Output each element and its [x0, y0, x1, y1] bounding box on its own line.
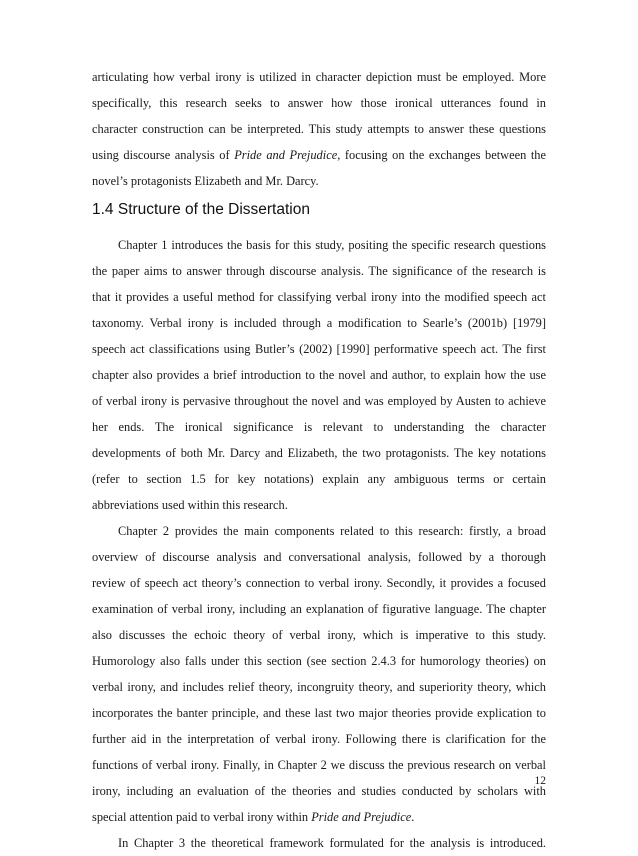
section-1-4-body [92, 232, 546, 856]
paragraph-line: chapter also provides a brief introduction to the novel and author, to explain how the use [92, 368, 546, 382]
paragraph-line: articulating how verbal irony is utilized in character depiction must be employed. More [92, 70, 546, 84]
novel-title: Pride and Prejudice [311, 810, 412, 824]
paragraph-line [92, 804, 546, 830]
novel-title: Pride and Prejudice [234, 148, 338, 162]
paragraph-line: verbal irony, and includes relief theory, incongruity theory, and superiority theory, which [92, 680, 546, 694]
paragraph-line: specifically, this research seeks to answer how those ironical utterances found in [92, 96, 546, 110]
section-1-3-paragraph-end [92, 64, 546, 194]
paragraph-line: the paper aims to answer through discourse analysis. The significance of the research is [92, 264, 546, 278]
paragraph-line: her ends. The ironical significance is relevant to understanding the character [92, 420, 546, 434]
paragraph-line: In Chapter 3 the theoretical framework formulated for the analysis is introduced. [118, 836, 546, 850]
paragraph-line: overview of discourse analysis and conversational analysis, followed by a thorough [92, 550, 546, 564]
paragraph-line: abbreviations used within this research. [92, 498, 288, 512]
paragraph-line: of verbal irony is pervasive throughout the novel and was employed by Austen to achieve [92, 394, 546, 408]
paragraph-line: irony, including an evaluation of the theories and studies conducted by scholars with [92, 784, 546, 798]
paragraph-line [92, 142, 546, 168]
paragraph-line: Chapter 1 introduces the basis for this study, positing the specific research questions [118, 238, 546, 252]
text-segment: using discourse analysis of [92, 148, 235, 162]
paragraph-line: developments of both Mr. Darcy and Elizabeth, the two protagonists. The key notations [92, 446, 546, 460]
section-heading: 1.4 Structure of the Dissertation [92, 201, 310, 218]
paragraph-line: Humorology also falls under this section (see section 2.4.3 for humorology theories) on [92, 654, 546, 668]
paragraph-line: novel’s protagonists Elizabeth and Mr. Darcy. [92, 174, 319, 188]
paragraph-line: character construction can be interpreted. This study attempts to answer these questions [92, 122, 546, 136]
paragraph-line: Chapter 2 provides the main components related to this research: firstly, a broad [118, 524, 546, 538]
paragraph-line: speech act classifications using Butler’s (2002) [1990] performative speech act. The first [92, 342, 546, 356]
paragraph-line: also discusses the echoic theory of verbal irony, which is imperative to this study. [92, 628, 546, 642]
paragraph-line: taxonomy. Verbal irony is included through a modification to Searle’s (2001b) [1979] [92, 316, 546, 330]
page-number: 12 [534, 775, 546, 787]
text-segment: , focusing on the exchanges between the [337, 148, 546, 162]
text-segment: special attention paid to verbal irony within [92, 810, 312, 824]
text-segment: . [411, 810, 415, 824]
paragraph-line: that it provides a useful method for classifying verbal irony into the modified speech act [92, 290, 546, 304]
paragraph-line: incorporates the banter principle, and these last two major theories provide explication to [92, 706, 546, 720]
paragraph-line: examination of verbal irony, including an explanation of figurative language. The chapter [92, 602, 546, 616]
paragraph-line: review of speech act theory’s connection to verbal irony. Secondly, it provides a focused [92, 576, 546, 590]
paragraph-line: functions of verbal irony. Finally, in Chapter 2 we discuss the previous research on verbal [92, 758, 546, 772]
paragraph-line: further aid in the interpretation of verbal irony. Following there is clarification for the [92, 732, 546, 746]
paragraph-line: (refer to section 1.5 for key notations) explain any ambiguous terms or certain [92, 472, 546, 486]
